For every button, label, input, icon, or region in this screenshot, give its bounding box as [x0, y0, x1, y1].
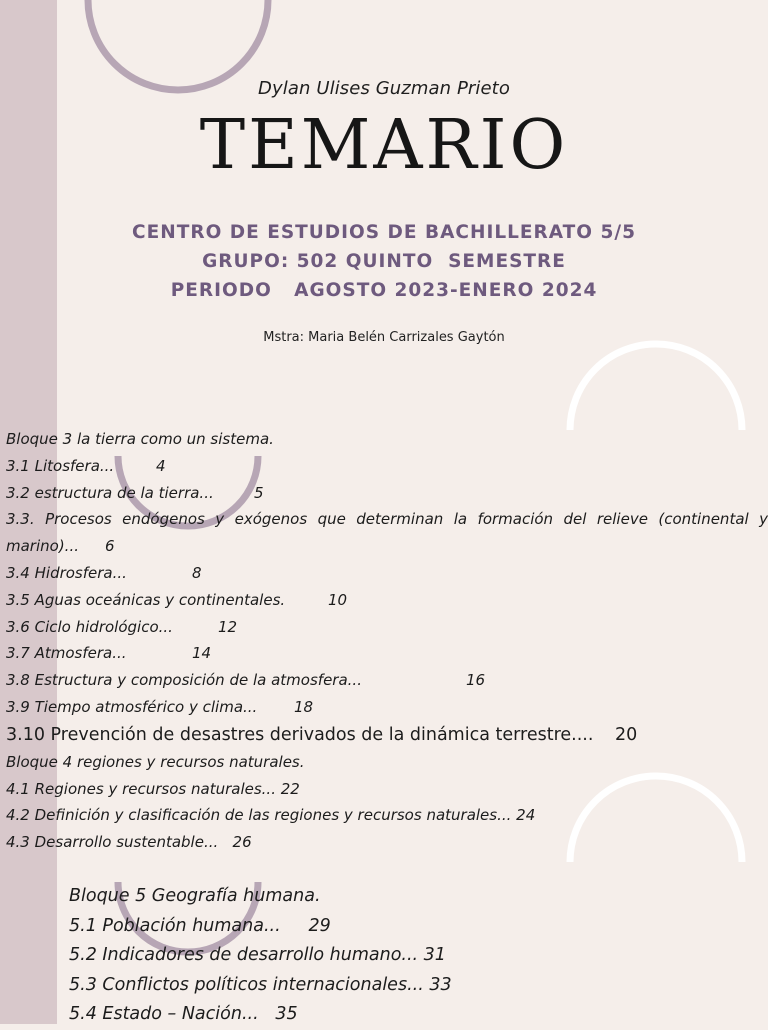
toc-item: 5.4 Estado – Nación... 35	[69, 1004, 298, 1024]
toc-item	[6, 453, 768, 480]
page-title: TEMARIO	[199, 106, 569, 185]
top-arc	[88, 0, 268, 90]
toc-item-text: 3.4 Hidrosfera...	[6, 563, 127, 582]
toc-item: 4.3 Desarrollo sustentable... 26	[6, 833, 252, 852]
white-arc-upper	[570, 344, 742, 430]
toc-item-text: marino)...	[6, 537, 79, 556]
toc-page-number: 5	[254, 483, 264, 502]
toc-page-number: 6	[105, 537, 115, 556]
school-info	[0, 218, 768, 305]
toc-item	[6, 721, 768, 749]
toc-item-text: 3.2 estructura de la tierra...	[6, 483, 214, 502]
toc-bloque-5	[69, 882, 749, 1030]
toc-item-text: 3.1 Litosfera...	[6, 456, 115, 475]
toc-item-text: 3.8 Estructura y composición de la atmosfera...	[6, 671, 362, 690]
toc-item: 4.2 Definición y clasificación de las regiones y recursos naturales... 24	[6, 806, 536, 825]
toc-item	[6, 587, 768, 614]
author-name: Dylan Ulises Guzman Prieto	[258, 78, 510, 99]
toc-heading: Bloque 3 la tierra como un sistema.	[6, 430, 274, 448]
toc-item: 5.2 Indicadores de desarrollo humano... 31	[69, 945, 446, 965]
period-line: PERIODO AGOSTO 2023-ENERO 2024	[170, 280, 598, 301]
toc-page-number: 14	[192, 644, 212, 663]
toc-page-number: 16	[466, 671, 486, 690]
toc-item	[6, 694, 768, 721]
toc-item	[6, 640, 768, 667]
toc-page-number: 4	[156, 456, 166, 475]
toc-page-number: 8	[192, 563, 202, 582]
toc-item-text: 3.5 Aguas oceánicas y continentales.	[6, 590, 286, 609]
toc-item-line1: 3.3. Procesos endógenos y exógenos que determinan la formación del relieve (continental y	[6, 510, 768, 529]
school-line: CENTRO DE ESTUDIOS DE BACHILLERATO 5/5	[132, 222, 636, 243]
teacher-name: Mstra: Maria Belén Carrizales Gaytón	[263, 330, 505, 345]
toc-item: 4.1 Regiones y recursos naturales... 22	[6, 779, 300, 798]
toc-item	[6, 614, 768, 641]
toc-page-number: 18	[294, 697, 314, 716]
toc-heading: Bloque 4 regiones y recursos naturales.	[6, 752, 305, 771]
toc-item-text: 3.9 Tiempo atmosférico y clima...	[6, 697, 258, 716]
toc-item-line2	[6, 533, 768, 560]
toc-heading: Bloque 5 Geografía humana.	[69, 886, 321, 906]
toc-page-number: 12	[218, 617, 238, 636]
toc-page-number: 20	[615, 724, 638, 745]
toc-item-text: 3.7 Atmosfera...	[6, 644, 127, 663]
toc-item	[6, 480, 768, 507]
toc-page-number: 10	[328, 590, 348, 609]
group-line: GRUPO: 502 QUINTO SEMESTRE	[202, 251, 566, 272]
toc-item: 5.1 Población humana... 29	[69, 915, 331, 936]
toc-item	[6, 667, 768, 694]
toc-item: 5.3 Conflictos políticos internacionales... 33	[69, 974, 452, 995]
toc-bloque-3	[6, 426, 768, 856]
toc-item	[6, 560, 768, 587]
toc-item-text: 3.6 Ciclo hidrológico...	[6, 617, 173, 636]
toc-item-text: 3.10 Prevención de desastres derivados de la dinámica terrestre....	[6, 724, 594, 745]
